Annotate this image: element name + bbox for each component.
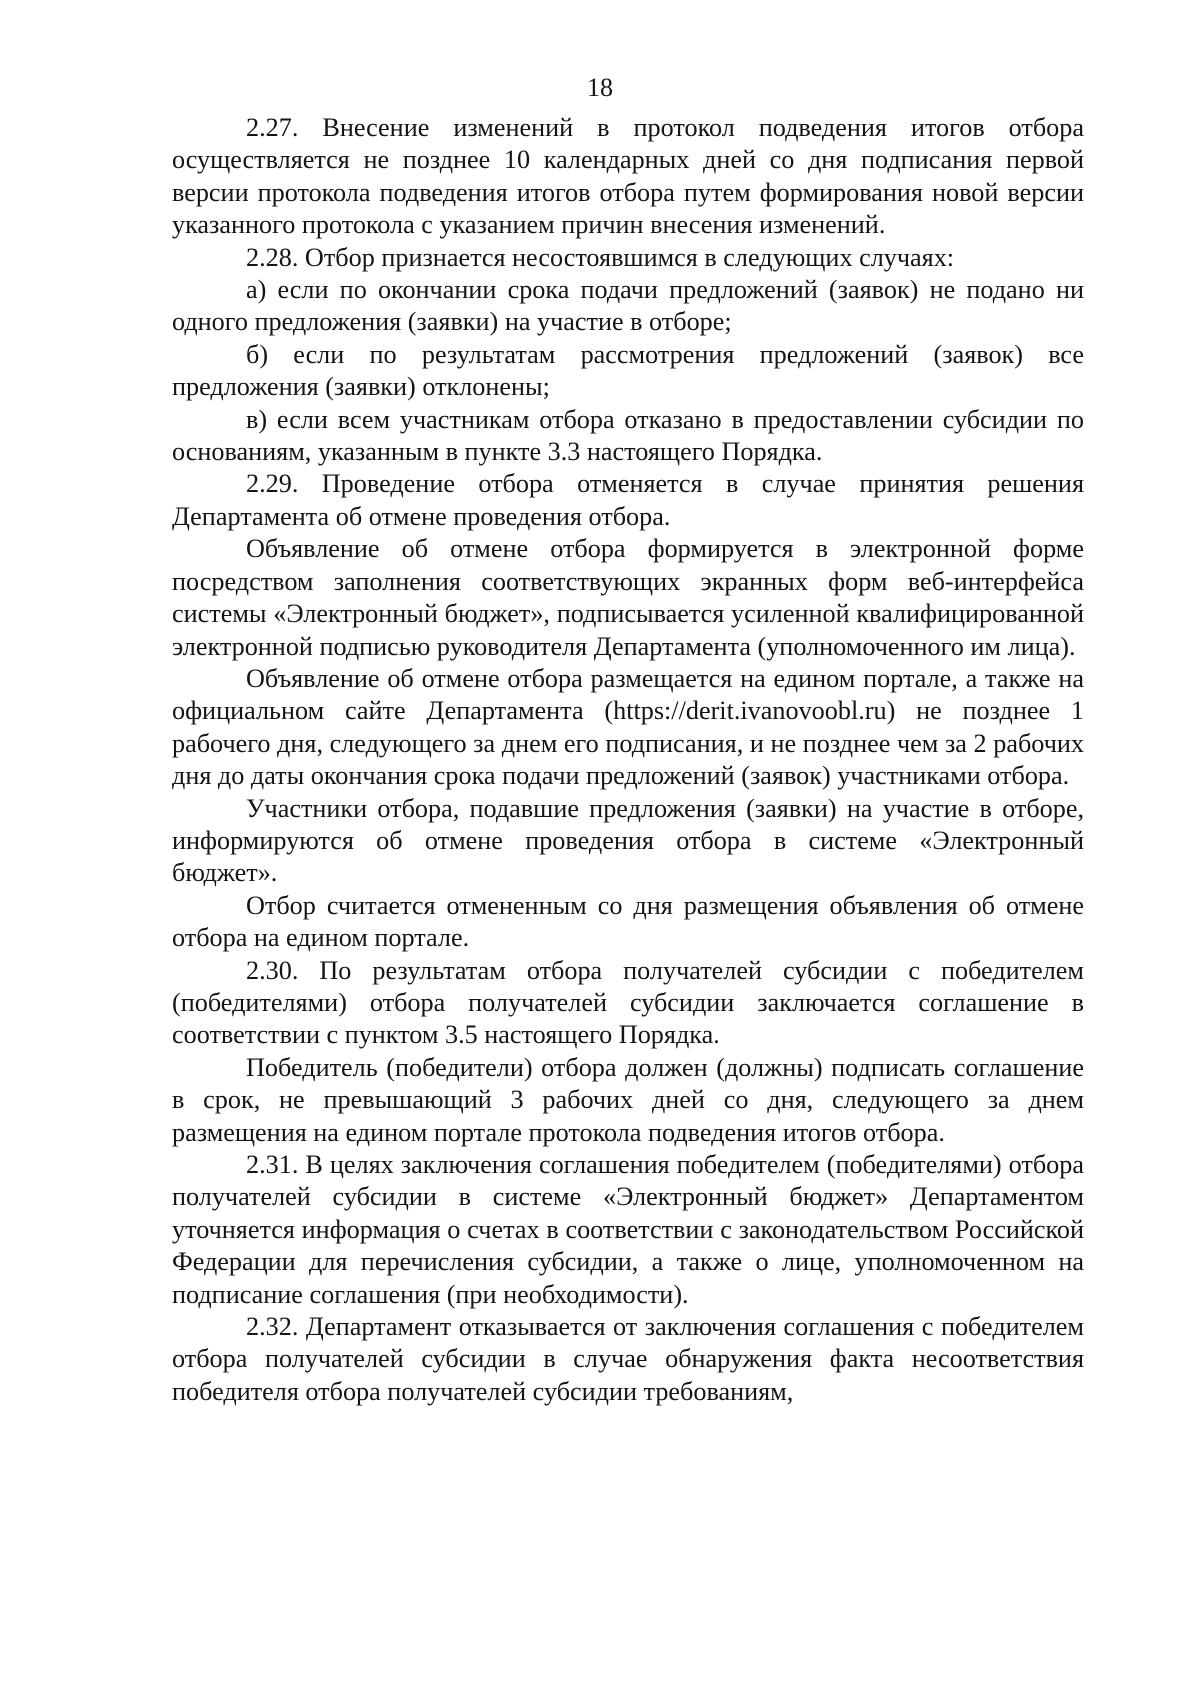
paragraph-2-29: 2.29. Проведение отбора отменяется в случае принятия решения Департамента об отмене проведения отбора. xyxy=(172,469,1084,531)
paragraph-2-28: 2.28. Отбор признается несостоявшимся в следующих случаях: xyxy=(246,242,955,272)
document-body xyxy=(172,112,1084,1408)
paragraph-2-28-b: б) если по результатам рассмотрения предложений (заявок) все предложения (заявки) отклонены; xyxy=(172,339,1084,402)
page-number: 18 xyxy=(587,73,613,102)
paragraph-cancellation-notice-placement: Объявление об отмене отбора размещается на едином портале, а также на официальном сайте Департамента (https://derit.ivanovoobl.ru) не позднее 1 рабочего дня, следующего за днем его подписания, и не позднее чем за 2 рабочих дня до даты окончания срока подачи предложений (заявок) участниками отбора. xyxy=(172,663,1084,791)
paragraph-2-32: 2.32. Департамент отказывается от заключения соглашения с победителем отбора получателей субсидии в случае обнаружения факта несоответствия победителя отбора получателей субсидии требованиям, xyxy=(172,1312,1084,1406)
paragraph-2-30: 2.30. По результатам отбора получателей субсидии с победителем (победителями) отбора получателей субсидии заключается соглашение в соответствии с пунктом 3.5 настоящего Порядка. xyxy=(172,955,1084,1050)
paragraph-2-28-a: а) если по окончании срока подачи предложений (заявок) не подано ни одного предложения (заявки) на участие в отборе; xyxy=(172,275,1084,337)
paragraph-2-27: 2.27. Внесение изменений в протокол подведения итогов отбора осуществляется не позднее 10 календарных дней со дня подписания первой версии протокола подведения итогов отбора путем формирования новой версии указанного протокола с указанием причин внесения изменений. xyxy=(172,113,1084,240)
paragraph-2-31: 2.31. В целях заключения соглашения победителем (победителями) отбора получателей субсидии в системе «Электронный бюджет» Департаментом уточняется информация о счетах в соответствии с законодательством Российской Федерации для перечисления субсидии, а также о лице, уполномоченном на подписание соглашения (при необходимости). xyxy=(172,1150,1084,1309)
paragraph-cancellation-notice-form: Объявление об отмене отбора формируется в электронной форме посредством заполнения соответствующих экранных форм веб-интерфейса системы «Электронный бюджет», подписывается усиленной квалифицированной электронной подписью руководителя Департамента (уполномоченного им лица). xyxy=(172,534,1084,661)
paragraph-participants-informed: Участники отбора, подавшие предложения (заявки) на участие в отборе, информируются об отмене проведения отбора в системе «Электронный бюджет». xyxy=(172,793,1084,888)
paragraph-2-28-v: в) если всем участникам отбора отказано в предоставлении субсидии по основаниям, указанным в пункте 3.3 настоящего Порядка. xyxy=(172,404,1084,467)
paragraph-winner-signing: Победитель (победители) отбора должен (должны) подписать соглашение в срок, не превышающий 3 рабочих дней со дня, следующего за днем размещения на едином портале протокола подведения итогов отбора. xyxy=(172,1052,1084,1147)
paragraph-selection-cancelled: Отбор считается отмененным со дня размещения объявления об отмене отбора на едином портале. xyxy=(172,890,1084,953)
